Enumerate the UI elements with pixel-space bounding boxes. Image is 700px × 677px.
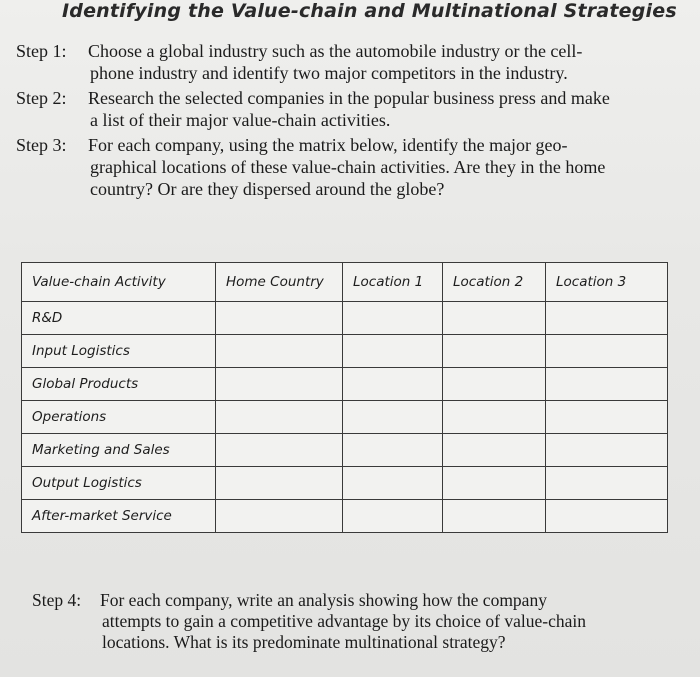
step-4 <box>32 590 668 653</box>
step-3 <box>16 134 680 200</box>
empty-cell <box>216 434 343 467</box>
page-title: Identifying the Value-chain and Multinational Strategies <box>62 0 677 22</box>
step-text <box>88 87 680 131</box>
step-text-line: locations. What is its predominate multinational strategy? <box>102 632 506 652</box>
step-label: Step 2: <box>16 88 67 108</box>
empty-cell <box>546 401 668 434</box>
empty-cell <box>546 335 668 368</box>
step-text <box>100 590 668 653</box>
empty-cell <box>443 401 546 434</box>
table-row <box>22 335 668 368</box>
header-location-2: Location 2 <box>443 263 546 302</box>
step-1 <box>16 40 680 84</box>
step-text <box>88 134 680 200</box>
activity-cell: R&D <box>22 302 216 335</box>
empty-cell <box>343 302 443 335</box>
table-row <box>22 434 668 467</box>
empty-cell <box>546 500 668 533</box>
table-row <box>22 401 668 434</box>
activity-cell: Marketing and Sales <box>22 434 216 467</box>
step-text-line: country? Or are they dispersed around the globe? <box>90 179 445 199</box>
step-text-line: phone industry and identify two major competitors in the industry. <box>90 63 568 83</box>
empty-cell <box>343 335 443 368</box>
empty-cell <box>546 302 668 335</box>
empty-cell <box>343 434 443 467</box>
empty-cell <box>443 467 546 500</box>
activity-cell: After-market Service <box>22 500 216 533</box>
empty-cell <box>216 500 343 533</box>
step-text <box>88 40 680 84</box>
activity-cell: Input Logistics <box>22 335 216 368</box>
empty-cell <box>443 335 546 368</box>
table-row <box>22 500 668 533</box>
empty-cell <box>343 368 443 401</box>
empty-cell <box>216 467 343 500</box>
empty-cell <box>443 302 546 335</box>
empty-cell <box>216 335 343 368</box>
step-text-line: a list of their major value-chain activities. <box>90 110 391 130</box>
table-row <box>22 368 668 401</box>
empty-cell <box>216 401 343 434</box>
activity-cell: Operations <box>22 401 216 434</box>
step-text-line: Choose a global industry such as the automobile industry or the cell- <box>88 41 583 61</box>
empty-cell <box>443 500 546 533</box>
header-location-1: Location 1 <box>343 263 443 302</box>
empty-cell <box>546 434 668 467</box>
step-text-line: attempts to gain a competitive advantage by its choice of value-chain <box>102 611 586 631</box>
table-row <box>22 302 668 335</box>
empty-cell <box>546 467 668 500</box>
step-text-line: For each company, using the matrix below, identify the major geo- <box>88 135 568 155</box>
empty-cell <box>216 368 343 401</box>
header-location-3: Location 3 <box>546 263 668 302</box>
empty-cell <box>546 368 668 401</box>
table-row <box>22 467 668 500</box>
step-label: Step 4: <box>32 590 82 610</box>
step-text-line: For each company, write an analysis showing how the company <box>100 590 547 610</box>
empty-cell <box>443 434 546 467</box>
step-label: Step 3: <box>16 135 67 155</box>
activity-cell: Output Logistics <box>22 467 216 500</box>
header-activity: Value-chain Activity <box>22 263 216 302</box>
step-2 <box>16 87 680 131</box>
steps-list <box>16 40 680 203</box>
step-text-line: Research the selected companies in the popular business press and make <box>88 88 610 108</box>
step-label: Step 1: <box>16 41 67 61</box>
value-chain-matrix <box>21 262 668 533</box>
empty-cell <box>343 401 443 434</box>
empty-cell <box>343 500 443 533</box>
matrix-header-row <box>22 263 668 302</box>
empty-cell <box>343 467 443 500</box>
header-home-country: Home Country <box>216 263 343 302</box>
step-text-line: graphical locations of these value-chain activities. Are they in the home <box>90 157 606 177</box>
empty-cell <box>216 302 343 335</box>
empty-cell <box>443 368 546 401</box>
activity-cell: Global Products <box>22 368 216 401</box>
